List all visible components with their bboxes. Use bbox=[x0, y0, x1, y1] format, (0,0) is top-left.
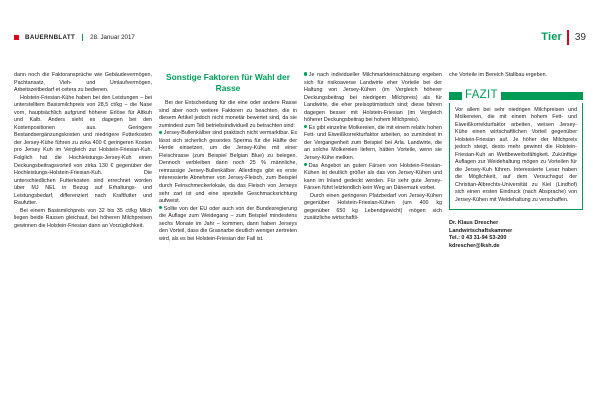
issue-date: 28. Januar 2017 bbox=[90, 33, 135, 41]
bullet-icon bbox=[159, 131, 162, 134]
paragraph: dann noch die Faktoransprüche wie Gebäudevermögen, Pachtansatz, Vieh- und Umlaufvermögen, Arbeitszeitbedarf et cetera zu bedienen. bbox=[14, 72, 152, 94]
author-email: kdrescher@lksh.de bbox=[449, 242, 500, 249]
fazit-body bbox=[449, 103, 583, 211]
article-columns bbox=[14, 72, 588, 394]
running-head bbox=[14, 28, 586, 46]
author-organisation: Landwirtschaftskammer bbox=[449, 227, 513, 234]
fazit-text: Vor allem bei sehr niedrigen Milchpreisen und Molkereien, die mit einem hohem Fett- und Eiweißkorrekturfaktor arbeiten, weisen Jersey-Kühe einen wirtschaftlichen Vorteil gegenüber Holstein-Friesian auf. Je höher der Milchpreis jedoch steigt, desto mehr gewinnt die Holstein-Friesian-Kuh an Wettbewerbsfähigkeit. Zukünftige Auflagen zur Weidehaltung mögen zu Vorteilen für die Jersey-Kuh führen. Interessierte Leser haben die Möglichkeit, auf dem Versuchsgut der Christian-Albrechts-Universität zu Kiel (Lindhof) sich einen ersten Eindruck (nach Absprache) von Jersey-Kühen mit Weidehaltung zu verschaffen. bbox=[455, 106, 577, 203]
column-3 bbox=[304, 72, 442, 394]
author-phone: Tel.: 0 43 31-94 53-200 bbox=[449, 235, 507, 242]
page-number: 39 bbox=[574, 31, 586, 43]
paragraph: Bei einem Basismilchpreis von 32 bis 35 ct/kg Milch liegen beide Rassen gleichauf, bei höheren Milchpreisen gewinnen die Holstein-Friesian dann an Vorzüglichkeit. bbox=[14, 207, 152, 229]
subheading: Sonstige Faktoren für Wahl der Rasse bbox=[166, 72, 290, 93]
running-head-left bbox=[14, 34, 541, 41]
bullet-paragraph-text: Jersey-Bullenkälber sind praktisch nicht vermarktbar. Es lässt sich sicherlich gesextes Sperma für die Hälfte der Herde einsetzen, um die Jersey-Kühe mit einer Fleischrasse (zum Beispiel Belgian Blue) zu belegen. Dennoch verbleiben dann noch 25 % männliche, reinrassige Jersey-Bullenkälber. Allerdings gibt es erste interessierte Abnehmer von Jersey-Fleisch, zum Beispiel durch Feinschmeckerlokale, da das Fleisch von Jerseys sehr zart ist und eine spezielle Geschmacksrichtung aufweist. bbox=[159, 130, 297, 205]
bullet-icon bbox=[304, 125, 307, 128]
paragraph: Bei der Entscheidung für die eine oder andere Rasse sind aber noch weitere Faktoren zu beachten, die in diesem Artikel jedoch nicht monetär bewertet sind, da sie zumindest zum Teil betriebsindividuell zu betrachten sind: bbox=[159, 100, 297, 129]
fazit-box bbox=[449, 90, 583, 211]
column-1 bbox=[14, 72, 152, 394]
folio-rule bbox=[567, 30, 569, 45]
running-head-divider bbox=[82, 34, 83, 41]
paragraph: Holstein-Friesian-Kühe haben bei den Leistungen – bei unterstelltem Basismilchpreis von 28,5 ct/kg – die Nase vorn, hauptsächlich aufgrund höherer Erlöse für Altkuh und Kalb. Anders sieht es dagegen bei den Kostenpositionen aus. Geringere Bestandsergänzungskosten und niedrigere Futterkosten der Jersey-Kühe führen zu zirka 400 € geringeren Kosten pro Jersey Kuh im Vergleich zur Holstein-Friesian-Kuh. Folglich hat die Hochleistungs-Jersey-Kuh einen Deckungsbeitragsvorteil von zirka 130 € gegenüber der Hochleistungs-Holstein-Friesian-Kuh. Die unterschiedlichen Futterkosten sind errechnet worden über MJ NEL in Bezug auf Erhaltungs- und Leistungsbedarf, differenziert nach Kraftfutter und Raufutter. bbox=[14, 94, 152, 207]
bullet-paragraph-text: Je nach individueller Milchmarkteinschätzung ergeben sich für risikoaverse Landwirte eher Vorteile bei der Haltung von Jersey-Kühen (im Vergleich höherer Deckungsbeitrag bei niedrigem Milchpreis) als für Landwirte, die eher preisoptimistisch sind; diese fahren dagegen besser mit Holstein-Friesian (im Vergleich höherer Deckungsbeitrag bei hohem Milchpreis). bbox=[304, 72, 442, 124]
bullet-paragraph-text: Es gibt einzelne Molkereien, die mit einem relativ hohen Fett- und Eiweißkorrekturfaktor arbeiten, so zumindest in der Vergangenheit zum Beispiel bei Arla. Landwirte, die an solche Molkereien liefern, hätten Vorteile, wenn sie Jersey-Kühe melken. bbox=[304, 124, 442, 162]
bullet-paragraph-text: Sollte von der EU oder auch von der Bundesregierung die Auflage zum Weidegang – zum Beispiel mindestens sechs Monate im Jahr – kommen, dann haben Jerseys den Vorteil, dass die Grasnarbe deutlich weniger zertreten wird, als es bei Holstein-Friesian der Fall ist. bbox=[159, 205, 297, 242]
bullet-paragraph-text: Das Angebot an guten Färsen von Holstein-Friesian-Kühen ist deutlich größer als das von Jersey-Kühen und kann im Inland gedeckt werden. Für sehr gute Jersey-Färsen führt letztendlich kein Weg an Dänemark vorbei. bbox=[304, 162, 442, 192]
column-4 bbox=[449, 72, 587, 394]
column-2 bbox=[159, 72, 297, 394]
bullet-paragraph bbox=[159, 206, 297, 244]
fazit-title: FAZIT bbox=[465, 89, 498, 102]
bullet-paragraph bbox=[304, 163, 442, 193]
section-label: Tier bbox=[541, 31, 562, 43]
bullet-paragraph bbox=[159, 130, 297, 205]
paragraph: Durch einen geringeren Platzbedarf von Jersey-Kühen gegenüber Holstein-Friesian-Kühen (um 400 kg gegenüber 650 kg Lebendgewicht) mögen sich zusätzliche wirtschaftli- bbox=[304, 192, 442, 222]
fazit-bar-right-icon bbox=[501, 92, 583, 100]
bullet-paragraph bbox=[304, 125, 442, 163]
author-name: Dr. Klaus Drescher bbox=[449, 220, 499, 227]
bullet-icon bbox=[159, 206, 162, 209]
bullet-icon bbox=[304, 163, 307, 166]
running-head-right bbox=[541, 30, 586, 45]
author-block bbox=[449, 220, 587, 250]
publication-name: BAUERNBLATT bbox=[25, 33, 76, 41]
fazit-bar-left-icon bbox=[449, 92, 462, 100]
fazit-header bbox=[449, 90, 583, 103]
bullet-icon bbox=[304, 72, 307, 75]
brand-mark-icon bbox=[14, 35, 19, 40]
paragraph: che Vorteile im Bereich Stallbau ergeben. bbox=[449, 72, 548, 78]
bullet-paragraph bbox=[304, 72, 442, 125]
